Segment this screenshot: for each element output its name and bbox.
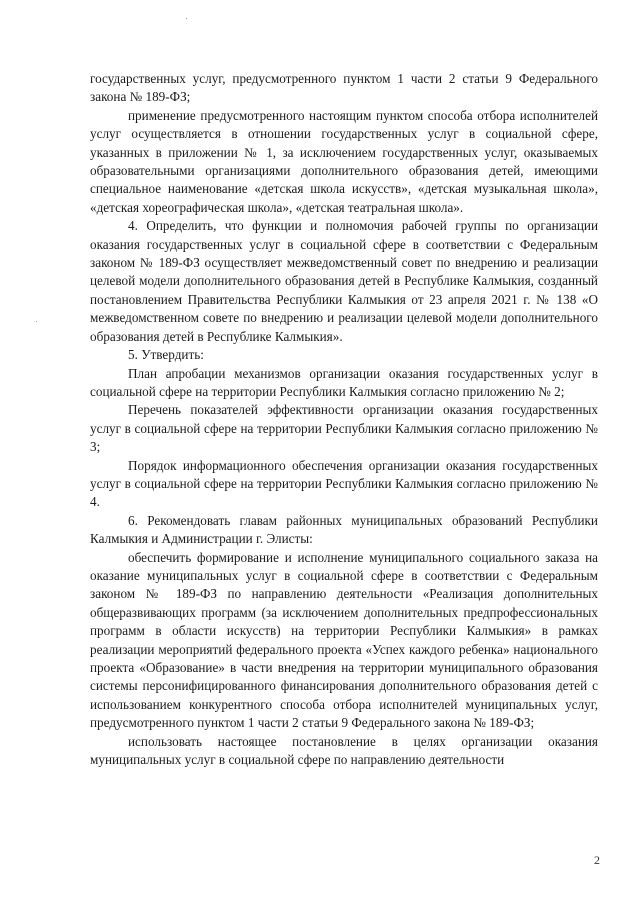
page-number: 2 bbox=[594, 853, 600, 867]
paragraph-item-5: 5. Утвердить: bbox=[128, 347, 204, 363]
paragraph: применение предусмотренного настоящим пунктом способа отбора исполнителей услуг осуществляется в отношении государственных услуг в социальной сфере, указанных в приложении № 1, за исключением государственных услуг, оказываемых образовательными организациями дополнительного образования детей, имеющими специальное наименование «детская школа искусств», «детская музыкальная школа», «детская хореографическая школа», «детская театральная школа». bbox=[90, 107, 598, 215]
scan-speck bbox=[186, 18, 187, 19]
paragraph: Порядок информационного обеспечения организации оказания государственных услуг в социальной сфере на территории Республики Калмыкия согласно приложению № 4. bbox=[90, 457, 598, 510]
document-body bbox=[90, 70, 598, 769]
paragraph: обеспечить формирование и исполнение муниципального социального заказа на оказание муниципальных услуг в социальной сфере в соответствии с Федеральным законом № 189-ФЗ по направлению деятельности «Реализация дополнительных общеразвивающих программ (за исключением дополнительных предпрофессиональных программ в области искусств) на территории Республики Калмыкия» в рамках реализации мероприятий федерального проекта «Успех каждого ребенка» национального проекта «Образование» в части внедрения на территории муниципального образования системы персонифицированного финансирования дополнительного образования детей с использованием конкурентного способа отбора исполнителей муниципальных услуг, предусмотренного пунктом 1 части 2 статьи 9 Федерального закона № 189-ФЗ; bbox=[90, 549, 598, 731]
paragraph-item-6: 6. Рекомендовать главам районных муниципальных образований Республики Калмыкия и Администрации г. Элисты: bbox=[90, 512, 598, 547]
paragraph-item-4: 4. Определить, что функции и полномочия рабочей группы по организации оказания государственных услуг в социальной сфере в соответствии с Федеральным законом № 189-ФЗ осуществляет межведомственный совет по внедрению и реализации целевой модели дополнительного образования детей в Республике Калмыкия, созданный постановлением Правительства Республики Калмыкия от 23 апреля 2021 г. № 138 «О межведомственном совете по внедрению и реализации целевой модели дополнительного образования детей в Республике Калмыкия». bbox=[90, 218, 598, 344]
paragraph: использовать настоящее постановление в целях организации оказания муниципальных услуг в социальной сфере по направлению деятельности bbox=[90, 733, 598, 768]
paragraph: План апробации механизмов организации оказания государственных услуг в социальной сфере на территории Республики Калмыкия согласно приложению № 2; bbox=[90, 365, 598, 399]
scan-speck bbox=[36, 321, 37, 322]
paragraph: Перечень показателей эффективности организации оказания государственных услуг в социальной сфере на территории Республики Калмыкия согласно приложению № 3; bbox=[90, 402, 598, 455]
paragraph: государственных услуг, предусмотренного пунктом 1 части 2 статьи 9 Федерального закона № 189-ФЗ; bbox=[90, 71, 598, 105]
